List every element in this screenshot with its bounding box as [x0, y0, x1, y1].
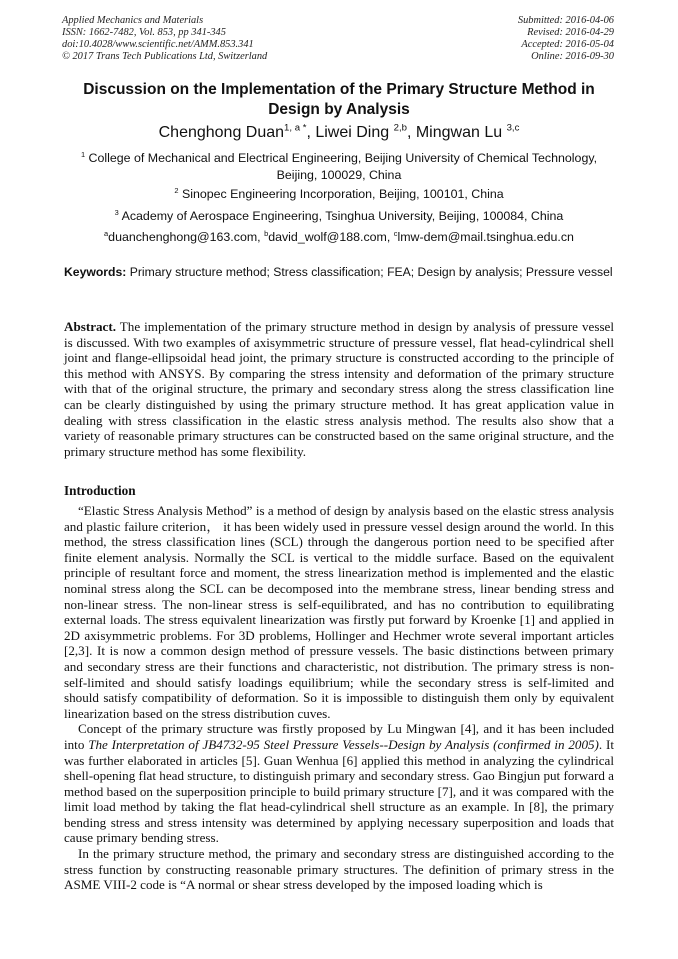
abstract-label: Abstract. — [64, 319, 116, 334]
date-revised: Revised: 2016-04-29 — [527, 27, 614, 38]
journal-copyright: © 2017 Trans Tech Publications Ltd, Switzerland — [62, 51, 268, 62]
author-affiliation-mark: 3,c — [506, 122, 520, 134]
email-link[interactable]: lmw-dem@mail.tsinghua.edu.cn — [397, 230, 574, 244]
date-accepted: Accepted: 2016-05-04 — [521, 39, 614, 50]
journal-doi[interactable]: doi:10.4028/www.scientific.net/AMM.853.341 — [62, 39, 254, 50]
journal-issn: ISSN: 1662-7482, Vol. 853, pp 341-345 — [62, 27, 226, 38]
date-submitted: Submitted: 2016-04-06 — [517, 15, 614, 26]
keywords-text: Primary structure method; Stress classification; FEA; Design by analysis; Pressure vessel — [126, 265, 613, 279]
affiliation-2: $^2$ Sinopec Engineering Incorporation, Beijing, 100101, China — [174, 185, 504, 201]
date-online: Online: 2016-09-30 — [531, 51, 614, 62]
paragraph: Concept of the primary structure was firstly proposed by Lu Mingwan [4], and it has been included into The Interpretation of JB4732-95 Steel Pressure Vessels--Design by Analysis (confirmed in 2005). It was further elaborated in articles [5]. Guan Wenhua [6] applied this method in analyzing the cylindrical shell-opening flat head structure, to distinguish primary and secondary stress. Gao Bingjun put forward a method based on the superposition principle to build primary structure [7], and it was compared with the limit load method by taking the flat head-cylindrical shell structure as an example. In [8], the primary bending stress and stress intensity was determined by applying necessary superposition and loads that cause primary bending stress. — [64, 721, 614, 846]
author-name: Mingwan Lu — [415, 124, 507, 141]
abstract — [64, 319, 614, 459]
introduction-body — [64, 503, 614, 893]
journal-info — [62, 15, 267, 63]
paragraph: “Elastic Stress Analysis Method” is a method of design by analysis based on the elastic stress analysis and plastic failure criterion， it has been widely used in pressure vessel design around the world. In this method, the stress classification lines (SCL) through the dangerous portion need to be specified after finite element analysis. Normally the SCL is vertical to the middle surface. Based on the equivalent principle of resultant force and moment, the stress linearization method is implemented and the elastic nominal stress along the SCL can be decomposed into the membrane stress, linear bending stress and non-linear stress. The non-linear stress is self-equilibrated, and has no contribution to equilibrating external loads. The stress equivalent linearization was firstly put forward by Kroenke [1] and applied in 2D axisymmetric problems. For 3D problems, Hollinger and Hechmer wrote several important articles [2,3]. It is now a common design method of pressure vessels. The basic distinctions between primary and secondary stress are their functions and characteristic, not distribution. The primary stress is non-self-limited and should satisfy loadings equilibrium; while the secondary stress is self-limited and should satisfy compatibility of deformation. So it is impossible to distinguish them only by equivalent linearization based on the stress distribution cuves. — [64, 503, 614, 721]
author-affiliation-mark: 2,b — [393, 122, 407, 134]
journal-name: Applied Mechanics and Materials — [62, 15, 204, 26]
keywords — [64, 265, 614, 281]
abstract-text: The implementation of the primary structure method in design by analysis of pressure vessel is discussed. With two examples of axisymmetric structure of pressure vessel, flat head-cylindrical shell joint and flange-ellipsoidal head joint, the primary structure is constructed according to the principle of this method with ANSYS. By comparing the stress intensity and deformation of the primary structure with that of the original structure, the primary and secondary stress along the stress classification line can be clearly distinguished by using the primary structure method. It has great application value in dealing with stress classification in the elastic stress analysis method. The results also show that a variety of reasonable primary structures can be constructed based on the same original structure, and the primary structure method has some flexibility. — [64, 319, 614, 459]
author-emails: $^a$duanchenghong@163.com, $^b$david_wolf@188.com, $^c$lmw-dem@mail.tsinghua.edu.cn — [104, 228, 574, 244]
email-link[interactable]: david_wolf@188.com, — [268, 230, 394, 244]
author-name: Chenghong Duan — [158, 124, 285, 141]
publication-dates — [518, 15, 614, 63]
author-name: Liwei Ding — [315, 124, 394, 141]
paragraph: In the primary structure method, the primary and secondary stress are distinguished according to the stress function by constructing reasonable primary structures. The definition of primary stress in the ASME VIII-2 code is “A normal or shear stress developed by the imposed loading which is — [64, 846, 614, 893]
keywords-label: Keywords: — [64, 265, 127, 279]
paper-title: Discussion on the Implementation of the Primary Structure Method in Design by Analysis — [83, 81, 595, 118]
email-link[interactable]: duanchenghong@163.com, — [108, 230, 265, 244]
reference-title: The Interpretation of JB4732-95 Steel Pressure Vessels--Design by Analysis (confirmed in 2005) — [88, 736, 599, 752]
affiliation-3: $^3$ Academy of Aerospace Engineering, Tsinghua University, Beijing, 100084, China — [114, 207, 564, 223]
author-affiliation-mark: 1, a * — [284, 122, 307, 134]
section-heading-introduction: Introduction — [64, 483, 136, 498]
author-list: Chenghong Duan$^{1, a *}$, Liwei Ding $^{2,b}$, Mingwan Lu $^{3,c}$ — [158, 122, 520, 141]
affiliation-1: $^1$ College of Mechanical and Electrical Engineering, Beijing University of Chemical Technology, Beijing, 100029, China — [80, 149, 598, 182]
